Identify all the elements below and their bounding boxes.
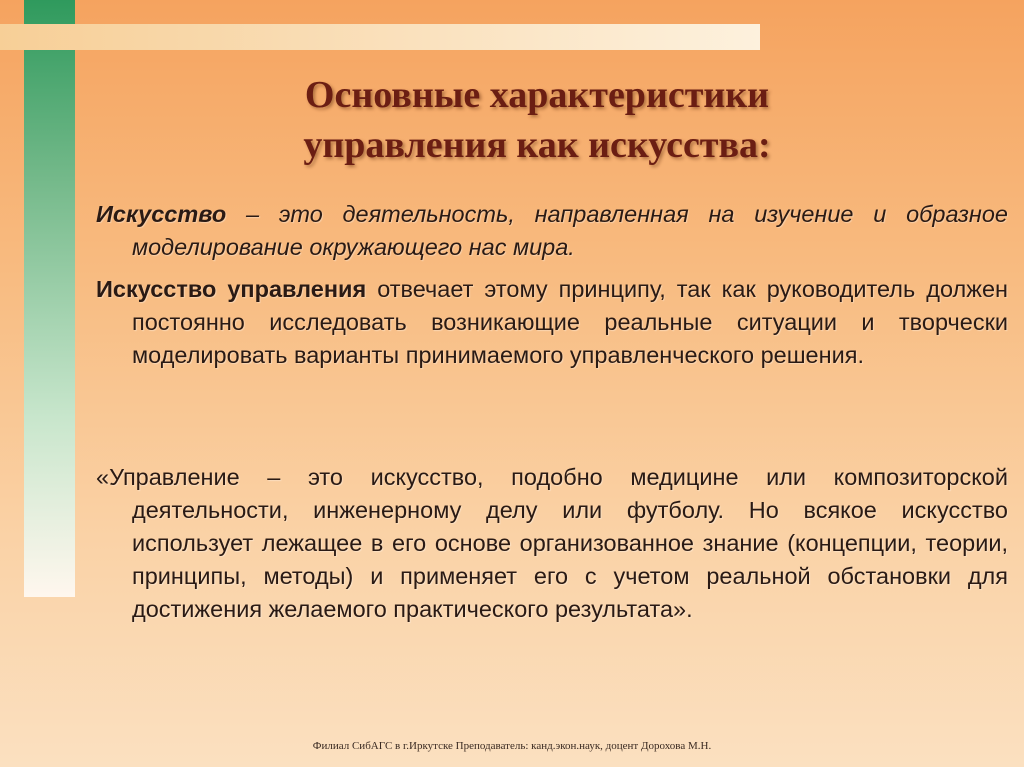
art-definition-text: – это деятельность, направленная на изучение и образное моделирование окружающего нас мира.	[132, 201, 1008, 260]
paragraph-quote: «Управление – это искусство, подобно медицине или композиторской деятельности, инженерному делу или футболу. Но всякое искусство использует лежащее в его основе организованное знание (концепции, теории, принципы, методы) и применяет его с учетом реальной обстановки для достижения желаемого практического результата».	[96, 464, 1008, 622]
paragraph-art-definition	[96, 198, 1008, 264]
term-art: Искусство	[96, 201, 227, 227]
term-management-art: Искусство управления	[96, 276, 367, 302]
paragraph-management-art	[96, 273, 1008, 372]
slide-title-line-1: Основные характеристики	[304, 74, 770, 116]
decorative-horizontal-bar	[0, 24, 760, 50]
slide-title-line-2: управления как искусства:	[303, 124, 771, 166]
management-art-text: отвечает этому принципу, так как руководитель должен постоянно исследовать возникающие реальные ситуации и творчески моделировать варианты принимаемого управленческого решения.	[132, 276, 1008, 368]
slide-footer: Филиал СибАГС в г.Иркутске Преподаватель: канд.экон.наук, доцент Дорохова М.Н.	[312, 740, 712, 752]
slide-title	[0, 70, 1024, 170]
